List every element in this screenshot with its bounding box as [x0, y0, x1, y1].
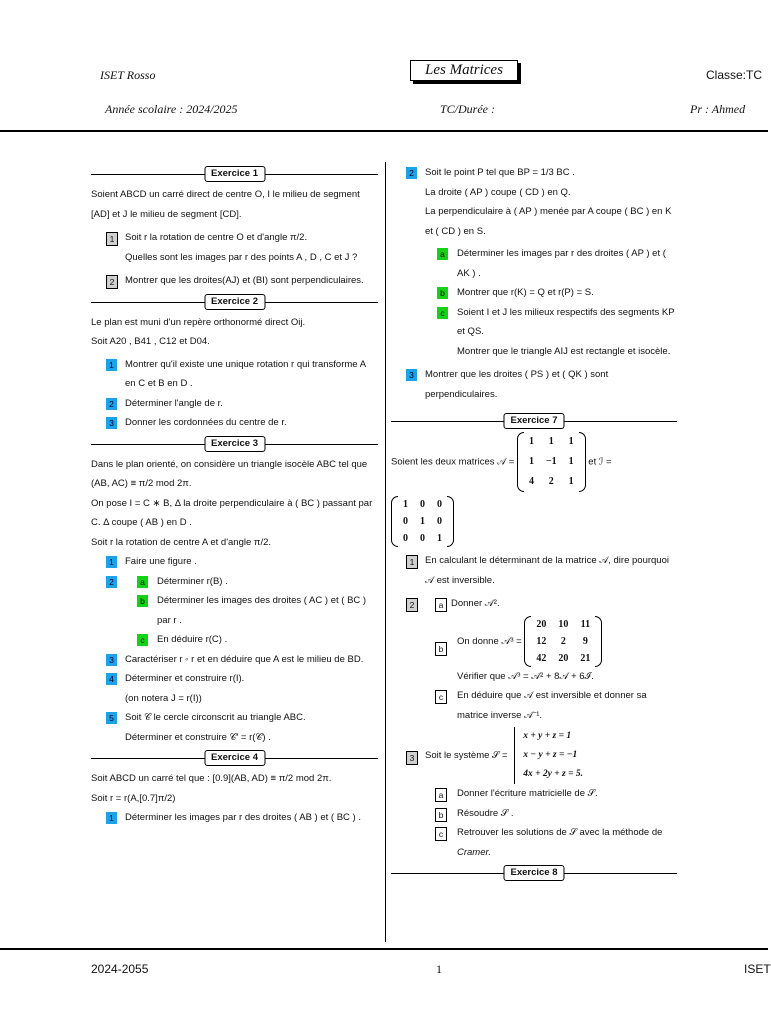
teacher: Pr : Ahmed	[690, 102, 746, 116]
ex7-q3a-text: Donner l'écriture matricielle de 𝒮.	[457, 788, 598, 799]
matrix-A-cell: 4	[528, 476, 534, 487]
ex4-q3-text: Montrer que les droites ( PS ) et ( QK ) sont perpendiculaires.	[425, 369, 609, 400]
exercise-2-header	[91, 293, 378, 311]
ex3-q2b-text: Déterminer les images des droites ( AC ) et ( BC ) par r .	[157, 595, 367, 626]
school-name: ISET Rosso	[100, 68, 156, 82]
school-year: Année scolaire : 2024/2025	[105, 102, 238, 116]
ex3-q2b-letter: b	[137, 595, 148, 607]
ex3-q4-text: Déterminer et construire r(I).	[125, 673, 245, 684]
ex3-line-3: Soit r la rotation de centre A et d'angle π/2.	[91, 536, 272, 548]
matrix-I-cell: 0	[437, 516, 442, 527]
exercise-4-title: Exercice 4	[204, 750, 265, 766]
ex7-q2c-letter: c	[435, 690, 447, 704]
ex7-q2b-verify: Vérifier que 𝒜³ = 𝒜² + 8𝒜 + 6ℐ.	[457, 670, 594, 682]
ex4-q2a-letter: a	[437, 248, 448, 260]
matrix-I-cell: 1	[437, 533, 442, 544]
ex2-line-1: Le plan est muni d'un repère orthonormé direct Oij.	[91, 316, 306, 328]
ex7-q2a-text: Donner 𝒜².	[451, 598, 500, 609]
header-rule	[0, 130, 768, 132]
ex7-q3a-letter: a	[435, 788, 447, 802]
matrix-A-cubed-cell: 21	[580, 652, 591, 664]
ex4-q2c-text: Soient I et J les milieux respectifs des segments KP et QS.	[457, 306, 675, 337]
matrix-A-cell: 1	[528, 436, 534, 447]
matrix-A-cell: 1	[528, 456, 534, 467]
matrix-A-cell: 1	[568, 436, 574, 447]
ex4-q2c-continued: Montrer que le triangle AIJ est rectangle et isocèle.	[457, 345, 671, 357]
footer-left: 2024-2055	[91, 962, 149, 976]
ex1-q1-number: 1	[106, 232, 118, 246]
ex3-q3-number: 3	[106, 654, 117, 666]
matrix-A-cell: −1	[545, 456, 557, 467]
ex7-q1-number: 1	[406, 555, 418, 569]
class-label: Classe:TC	[706, 68, 763, 82]
ex1-q2-text: Montrer que les droites(AJ) et (BI) sont perpendiculaires.	[125, 275, 364, 286]
system-eq-2: x − y + z = −1	[523, 750, 578, 760]
matrix-I-cell: 0	[437, 499, 442, 510]
system-eq-3: 4x + 2y + z = 5.	[523, 769, 584, 779]
ex3-q5-continued: Déterminer et construire 𝒞′ = r(𝒞) .	[125, 731, 271, 743]
matrix-A-cubed-cell: 9	[582, 635, 588, 647]
column-divider	[385, 162, 386, 942]
page-number: 1	[436, 962, 442, 976]
ex3-q2c-text: En déduire r(C) .	[157, 634, 228, 645]
duration: TC/Durée :	[440, 102, 495, 116]
ex7-q2b-letter: b	[435, 642, 447, 656]
exercise-1-title: Exercice 1	[204, 166, 265, 182]
ex3-q1-number: 1	[106, 556, 117, 568]
ex7-q2b-text: On donne 𝒜³ =	[457, 635, 522, 647]
matrix-A-cell: 1	[548, 436, 554, 447]
ex2-line-2: Soit A20 , B41 , C12 et D04.	[91, 336, 210, 347]
exercise-3-title: Exercice 3	[204, 436, 265, 452]
matrix-A-cubed-cell: 20	[536, 618, 547, 630]
ex3-q5-number: 5	[106, 712, 117, 724]
matrix-A-cubed	[524, 616, 602, 667]
matrix-A-cubed-cell: 12	[536, 635, 547, 647]
ex7-q3c-text: Retrouver les solutions de 𝒮 avec la méthode de	[457, 827, 663, 838]
ex3-q2-number: 2	[106, 576, 117, 588]
ex7-q3b-text: Résoudre 𝒮 .	[457, 807, 514, 819]
matrix-I-cell: 0	[403, 516, 408, 527]
ex2-q1-text: Montrer qu'il existe une unique rotation r qui transforme A en C et B en D .	[125, 358, 366, 389]
document-title: Les Matrices	[410, 60, 518, 81]
matrix-A-cell: 1	[568, 476, 574, 487]
footer-rule	[0, 948, 768, 950]
system-eq-1: x + y + z = 1	[523, 731, 572, 741]
ex3-q5-text: Soit 𝒞 le cercle circonscrit au triangle ABC.	[125, 712, 306, 723]
exercise-2-title: Exercice 2	[204, 294, 265, 310]
exercise-7-header	[391, 412, 677, 430]
ex4-q2-number: 2	[406, 167, 417, 179]
ex1-q1-continued: Quelles sont les images par r des points A , D , C et J ?	[125, 251, 358, 263]
ex3-line-2: On pose I = C ∗ B, Δ la droite perpendiculaire à ( BC ) passant par C. Δ coupe ( AB ) en D .	[91, 497, 373, 528]
matrix-A-cubed-cell: 11	[580, 618, 591, 630]
ex7-q2a-letter: a	[435, 598, 447, 612]
ex2-q1-number: 1	[106, 359, 117, 371]
exercise-1-header	[91, 165, 378, 183]
ex4-q1-text: Déterminer les images par r des droites ( AB ) et ( BC ) .	[125, 812, 361, 823]
matrix-A-cubed-cell: 10	[558, 618, 569, 630]
ex4-q2-line-1: La droite ( AP ) coupe ( CD ) en Q.	[425, 186, 571, 198]
ex3-q3-text: Caractériser r ◦ r et en déduire que A est le milieu de BD.	[125, 653, 364, 665]
ex3-q2a-text: Déterminer r(B) .	[157, 575, 228, 587]
exercise-4-header	[91, 749, 378, 767]
matrix-A	[517, 432, 586, 492]
matrix-A-cell: 2	[548, 476, 554, 487]
footer-right: ISET	[744, 962, 771, 976]
ex3-q4-number: 4	[106, 673, 117, 685]
matrix-I-cell: 1	[420, 516, 425, 527]
ex4-line-2: Soit r = r(A,[0.7]π/2)	[91, 792, 176, 804]
ex2-q3-text: Donner les cordonnées du centre de r.	[125, 417, 287, 428]
ex3-q1-text: Faire une figure .	[125, 556, 197, 567]
left-column	[91, 163, 378, 828]
exercise-3-header	[91, 435, 378, 453]
ex4-line-1: Soit ABCD un carré tel que : [0.9](AB, AD) ≡ π/2 mod 2π.	[91, 773, 332, 784]
ex4-q2a-text: Déterminer les images par r des droites ( AP ) et ( AK ) .	[457, 248, 666, 279]
matrix-A-cubed-cell: 20	[558, 652, 569, 664]
ex3-line-1: Dans le plan orienté, on considère un triangle isocèle ABC tel que (AB, AC) ≡ π/2 mod 2π.	[91, 458, 368, 489]
right-column	[391, 163, 677, 884]
system-S	[514, 727, 583, 784]
exercise-7-title: Exercice 7	[503, 413, 564, 429]
matrix-A-cubed-cell: 2	[560, 635, 566, 647]
ex7-q1-text: En calculant le déterminant de la matrice 𝒜, dire pourquoi 𝒜 est inversible.	[425, 555, 669, 586]
matrix-A-cubed-cell: 42	[536, 652, 547, 664]
ex7-q2-number: 2	[406, 598, 418, 612]
matrix-I-cell: 1	[403, 499, 408, 510]
matrix-I-cell: 0	[420, 533, 425, 544]
matrix-I-cell: 0	[420, 499, 425, 510]
ex7-q3b-letter: b	[435, 808, 447, 822]
ex4-q2-text: Soit le point P tel que BP = 1/3 BC .	[425, 167, 575, 178]
ex3-q2c-letter: c	[137, 634, 148, 646]
ex4-q2c-letter: c	[437, 307, 448, 319]
ex7-and: et ℐ =	[588, 456, 612, 468]
ex1-q1-text: Soit r la rotation de centre O et d'angle π/2.	[125, 232, 308, 243]
exercise-8-title: Exercice 8	[503, 865, 564, 881]
ex1-intro: Soient ABCD un carré direct de centre O, I le milieu de segment [AD] et J le milieu de segment [CD].	[91, 189, 360, 220]
ex4-q2b-text: Montrer que r(K) = Q et r(P) = S.	[457, 287, 594, 298]
matrix-A-cell: 1	[568, 456, 574, 467]
matrix-I	[391, 496, 454, 547]
ex3-q2a-letter: a	[137, 576, 148, 588]
matrix-I-cell: 0	[403, 533, 408, 544]
ex4-q2-line-2: La perpendiculaire à ( AP ) menée par A coupe ( BC ) en K et ( CD ) en S.	[425, 206, 672, 237]
ex4-q1-number: 1	[106, 812, 117, 824]
ex4-q3-number: 3	[406, 369, 417, 381]
ex7-q2c-text: En déduire que 𝒜 est inversible et donner sa matrice inverse 𝒜⁻¹.	[457, 690, 647, 721]
ex7-q3-number: 3	[406, 751, 418, 765]
ex2-q3-number: 3	[106, 417, 117, 429]
ex2-q2-text: Déterminer l'angle de r.	[125, 397, 223, 409]
ex7-q3c-continued: Cramer.	[457, 846, 491, 858]
ex7-q3c-letter: c	[435, 827, 447, 841]
ex2-q2-number: 2	[106, 398, 117, 410]
ex7-intro: Soient les deux matrices 𝒜 =	[391, 456, 515, 468]
ex1-q2-number: 2	[106, 275, 118, 289]
ex3-q4-note: (on notera J = r(I))	[125, 692, 202, 704]
exercise-8-header	[391, 864, 677, 882]
ex7-q3-text: Soit le système 𝒮 =	[425, 750, 508, 762]
ex4-q2b-letter: b	[437, 287, 448, 299]
